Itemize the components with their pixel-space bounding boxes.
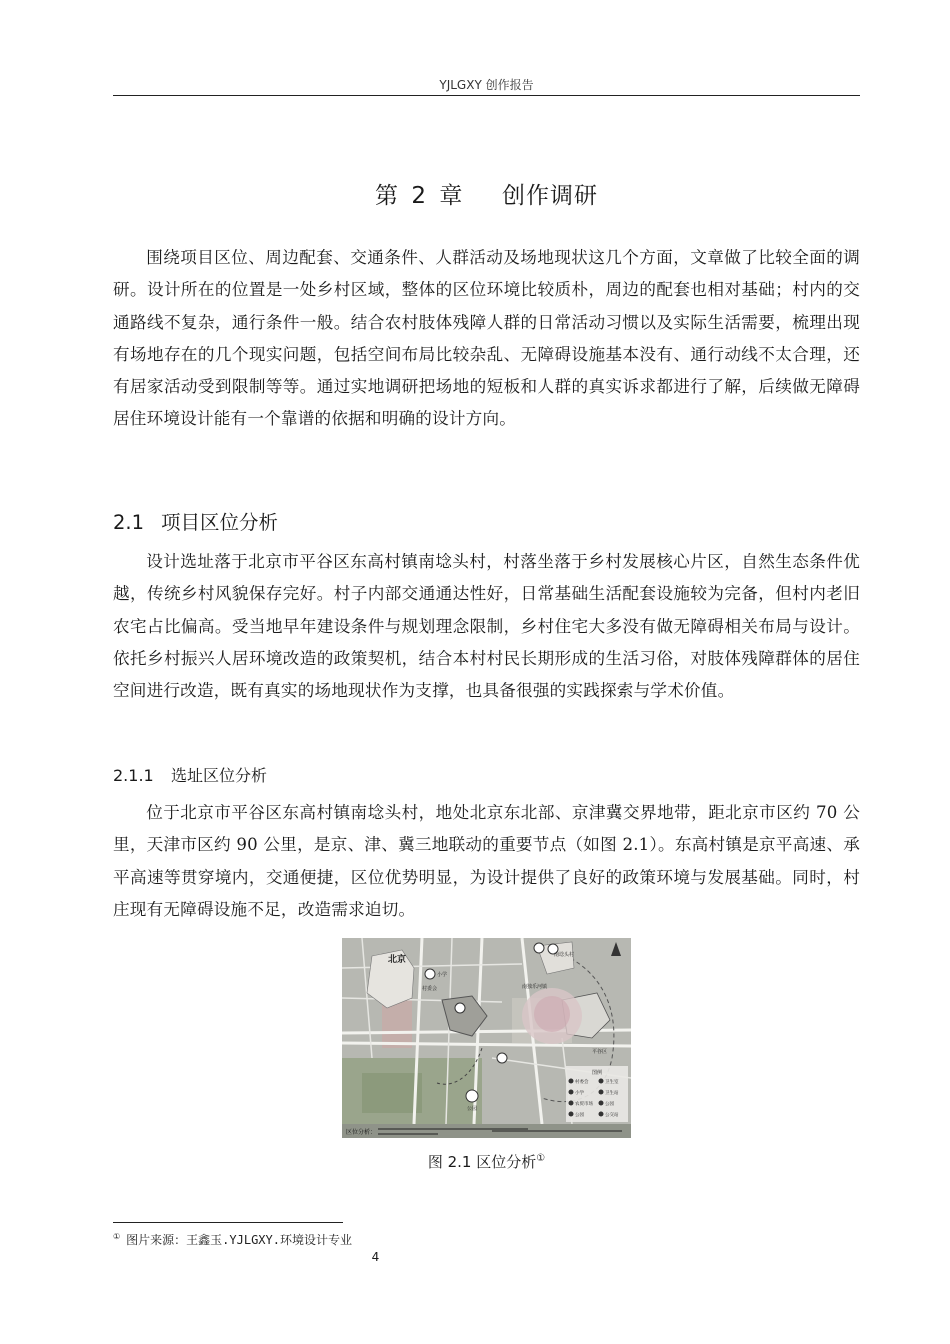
footnote-divider (113, 1222, 343, 1223)
legend-item: 公园 (575, 1113, 584, 1118)
chapter-title (113, 177, 860, 210)
intro-paragraph: 围绕项目区位、周边配套、交通条件、人群活动及场地现状这几个方面，文章做了比较全面的调研。设计所在的位置是一处乡村区域，整体的区位环境比较质朴，周边的配套也相对基础；村内的交通路线不复杂，通行条件一般。结合农村肢体残障人群的日常活动习惯以及实际生活需要，梳理出现有场地存在的几个现实问题，包括空间布局比较杂乱、无障碍设施基本没有、通行动线不太合理，还有居家活动受到限制等等。通过实地调研把场地的短板和人群的真实诉求都进行了解，后续做无障碍居住环境设计能有一个靠谱的依据和明确的设计方向。 (113, 248, 860, 429)
bus-stop-icon (497, 1053, 507, 1063)
section-2-1-paragraph: 设计选址落于北京市平谷区东高村镇南埝头村，村落坐落于乡村发展核心片区，自然生态条件优越，传统乡村风貌保存完好。村子内部交通通达性好，日常基础生活配套设施较为完备，但村内老旧农宅占比偏高。受当地早年建设条件与规划理念限制，乡村住宅大多没有做无障碍相关布局与设计。依托乡村振兴人居环境改造的政策契机，结合本村村民长期形成的生活习俗，对肢体残障群体的居住空间进行改造，既有真实的场地现状作为支撑，也具备很强的实践探索与学术价值。 (113, 552, 860, 701)
legend-item: 公园 (605, 1102, 614, 1107)
section-heading-2-1-1 (113, 763, 267, 786)
section-number: 2.1 (113, 511, 145, 534)
map-footer-label: 区位分析： (346, 1129, 377, 1136)
map-label-school: 小学 (437, 972, 448, 978)
map-label-river: 南独乐河镇 (522, 984, 548, 990)
footnote-mark: ① (113, 1232, 121, 1241)
section-heading-2-1 (113, 507, 278, 535)
figure-caption-text: 图 2.1 区位分析 (427, 1153, 537, 1171)
chapter-label: 第 (375, 183, 400, 209)
legend-item: 村委会 (575, 1080, 589, 1085)
subsection-title: 选址区位分析 (171, 766, 268, 785)
legend-item: 卫生站 (605, 1091, 619, 1096)
header-divider (113, 95, 860, 96)
chapter-number: 2 (411, 183, 427, 209)
legend-item: 卫生室 (605, 1080, 619, 1085)
legend-item: 农贸市场 (575, 1102, 593, 1107)
chapter-suffix: 章 (439, 183, 464, 209)
chapter-name: 创作调研 (501, 183, 598, 209)
page-number: 4 (371, 1250, 380, 1264)
map-label-park: 公园 (467, 1106, 478, 1112)
map-label-beijing: 北京 (388, 955, 407, 965)
location-map-figure (342, 938, 631, 1138)
footnote (113, 1231, 352, 1248)
park-tree-icon (466, 1090, 478, 1102)
pin-icon (534, 943, 544, 953)
school-icon (425, 969, 435, 979)
figure-caption (113, 1151, 860, 1172)
map-label-village: 南埝头村 (554, 952, 575, 958)
section-2-1-1-paragraph: 位于北京市平谷区东高村镇南埝头村，地处北京东北部、京津冀交界地带，距北京市区约 70 公里，天津市区约 90 公里，是京、津、冀三地联动的重要节点（如图 2.1）。东高村镇是京平高速、承平高速等贯穿境内，交通便捷，区位优势明显，为设计提供了良好的政策环境与发展基础。同时，村庄现有无障碍设施不足，改造需求迫切。 (113, 803, 860, 919)
legend-item: 小学 (575, 1091, 584, 1096)
section-title: 项目区位分析 (161, 511, 279, 534)
location-pin-icon (455, 1003, 465, 1013)
footnote-text: 图片来源：王鑫玉.YJLGXY.环境设计专业 (126, 1233, 352, 1247)
map-label-pinggu: 平谷区 (592, 1049, 608, 1055)
map-label-committee: 村委会 (422, 986, 438, 992)
legend-item: 公交站 (605, 1113, 619, 1118)
running-header: YJLGXY 创作报告 (439, 78, 534, 92)
footnote-reference: ① (536, 1153, 546, 1164)
location-map (342, 938, 631, 1138)
subsection-number: 2.1.1 (113, 766, 154, 785)
legend-title: 图例 (592, 1070, 603, 1076)
